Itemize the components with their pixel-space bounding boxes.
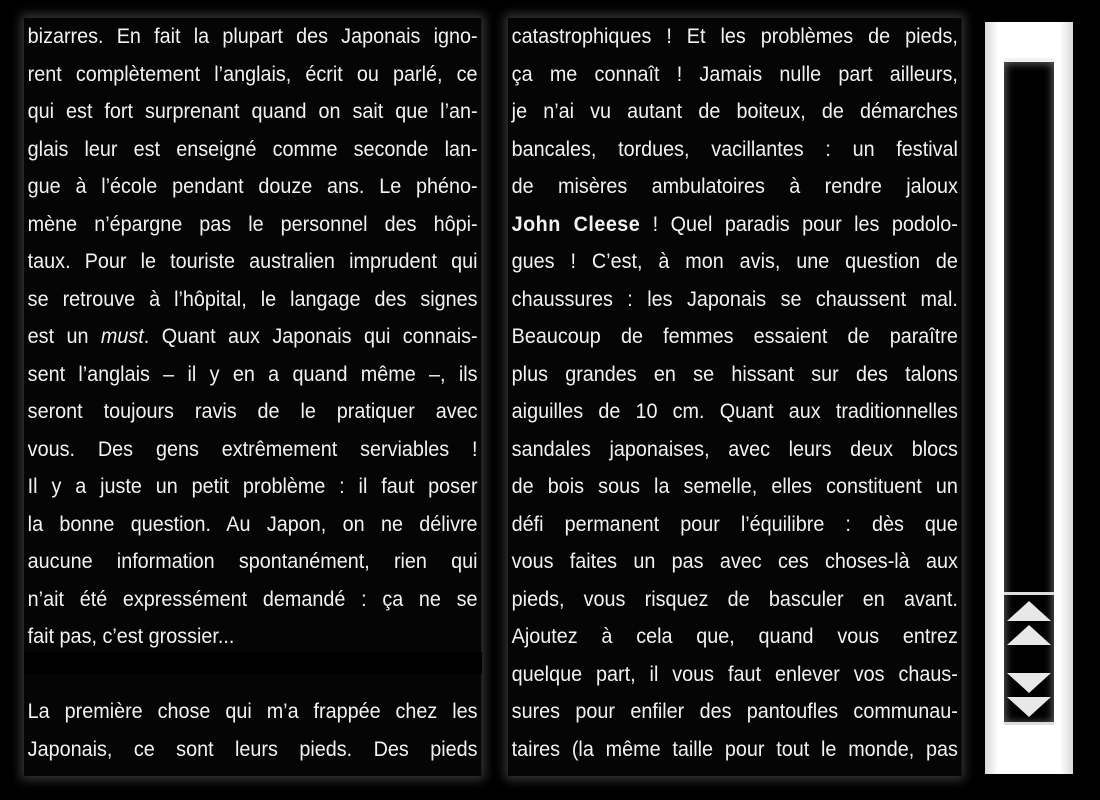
text-line: la bonne question. Au Japon, on ne délivre xyxy=(27,511,478,536)
text-line: gue à l’école pendant douze ans. Le phéno- xyxy=(27,174,478,198)
text-line: catastrophiques ! Et les problèmes de pieds, xyxy=(511,24,958,48)
text-line: n’ait été expressément demandé : ça ne se xyxy=(27,586,478,611)
text-line: taux. Pour le touriste australien imprudent qui xyxy=(27,249,478,273)
text-line: taires (la même taille pour tout le monde, pas xyxy=(511,736,958,761)
text-line: quelque part, il vous faut enlever vos chaus- xyxy=(511,661,958,686)
text-line: sures pour enfiler des pantoufles communau- xyxy=(511,699,958,723)
text-line: Beaucoup de femmes essaient de paraître xyxy=(511,324,958,348)
bold-name: John Cleese xyxy=(511,211,641,236)
text-column-right xyxy=(508,18,962,776)
text-line: vous faites un pas avec ces choses-là aux xyxy=(511,549,958,573)
arrow-up-icon xyxy=(1007,601,1051,621)
text-line: Il y a juste un petit problème : il faut poser xyxy=(27,474,478,498)
text-line: pieds, vous risquez de basculer en avant. xyxy=(511,586,958,611)
text-line: seront toujours ravis de le pratiquer avec xyxy=(27,399,478,423)
text-line: mène n’épargne pas le personnel des hôpi- xyxy=(27,211,478,236)
emphasis-must: must xyxy=(100,324,144,348)
text-line: bancales, tordues, vacillantes : un festival xyxy=(511,136,958,161)
arrow-up-icon xyxy=(1007,625,1051,645)
text-line: bizarres. En fait la plupart des Japonais igno- xyxy=(27,24,478,48)
text-line: sent l’anglais – il y en a quand même –, ils xyxy=(27,361,478,386)
text-line: qui est fort surprenant quand on sait que l’an- xyxy=(27,99,478,123)
text-line: vous. Des gens extrêmement serviables ! xyxy=(27,436,478,461)
text-line: sandales japonaises, avec leurs deux blocs xyxy=(511,436,958,461)
line-up-button[interactable] xyxy=(1004,620,1054,650)
text-line: je n’ai vu autant de boiteux, de démarches xyxy=(511,99,958,123)
text-line: plus grandes en se hissant sur des talons xyxy=(511,361,958,386)
text-line: aucune information spontanément, rien qui xyxy=(27,549,478,573)
text-line: Ajoutez à cela que, quand vous entrez xyxy=(511,624,958,648)
scrollbar-divider xyxy=(1004,592,1054,595)
text-line: gues ! C’est, à mon avis, une question de xyxy=(511,249,958,273)
arrow-down-icon xyxy=(1007,673,1051,693)
text-line-john-cleese: John Cleese ! Quel paradis pour les podolo- xyxy=(511,211,958,236)
text-line: rent complètement l’anglais, écrit ou parlé, ce xyxy=(27,61,478,86)
text-line: ça me connaît ! Jamais nulle part ailleurs, xyxy=(511,61,958,86)
text-line: Japonais, ce sont leurs pieds. Des pieds xyxy=(27,736,478,761)
text-line: se retrouve à l’hôpital, le langage des signes xyxy=(27,286,478,311)
paragraph-separator-band xyxy=(24,652,482,674)
text-line: de misères ambulatoires à rendre jaloux xyxy=(511,174,958,198)
text-line-must: est un must. Quant aux Japonais qui connais- xyxy=(27,324,478,348)
text-line: glais leur est enseigné comme seconde lan- xyxy=(27,136,478,161)
text-line: aiguilles de 10 cm. Quant aux traditionnelles xyxy=(511,399,958,423)
text-line: défi permanent pour l’équilibre : dès que xyxy=(511,511,958,536)
scrollbar-divider xyxy=(1004,722,1054,725)
page-down-button[interactable] xyxy=(1004,692,1054,722)
text-line: chaussures : les Japonais se chaussent mal. xyxy=(511,286,958,311)
text-line: fait pas, c’est grossier... xyxy=(27,624,235,648)
arrow-down-icon xyxy=(1007,697,1051,717)
text-line: La première chose qui m’a frappée chez les xyxy=(27,699,478,723)
text-line: de bois sous la semelle, elles constituent un xyxy=(511,474,958,498)
